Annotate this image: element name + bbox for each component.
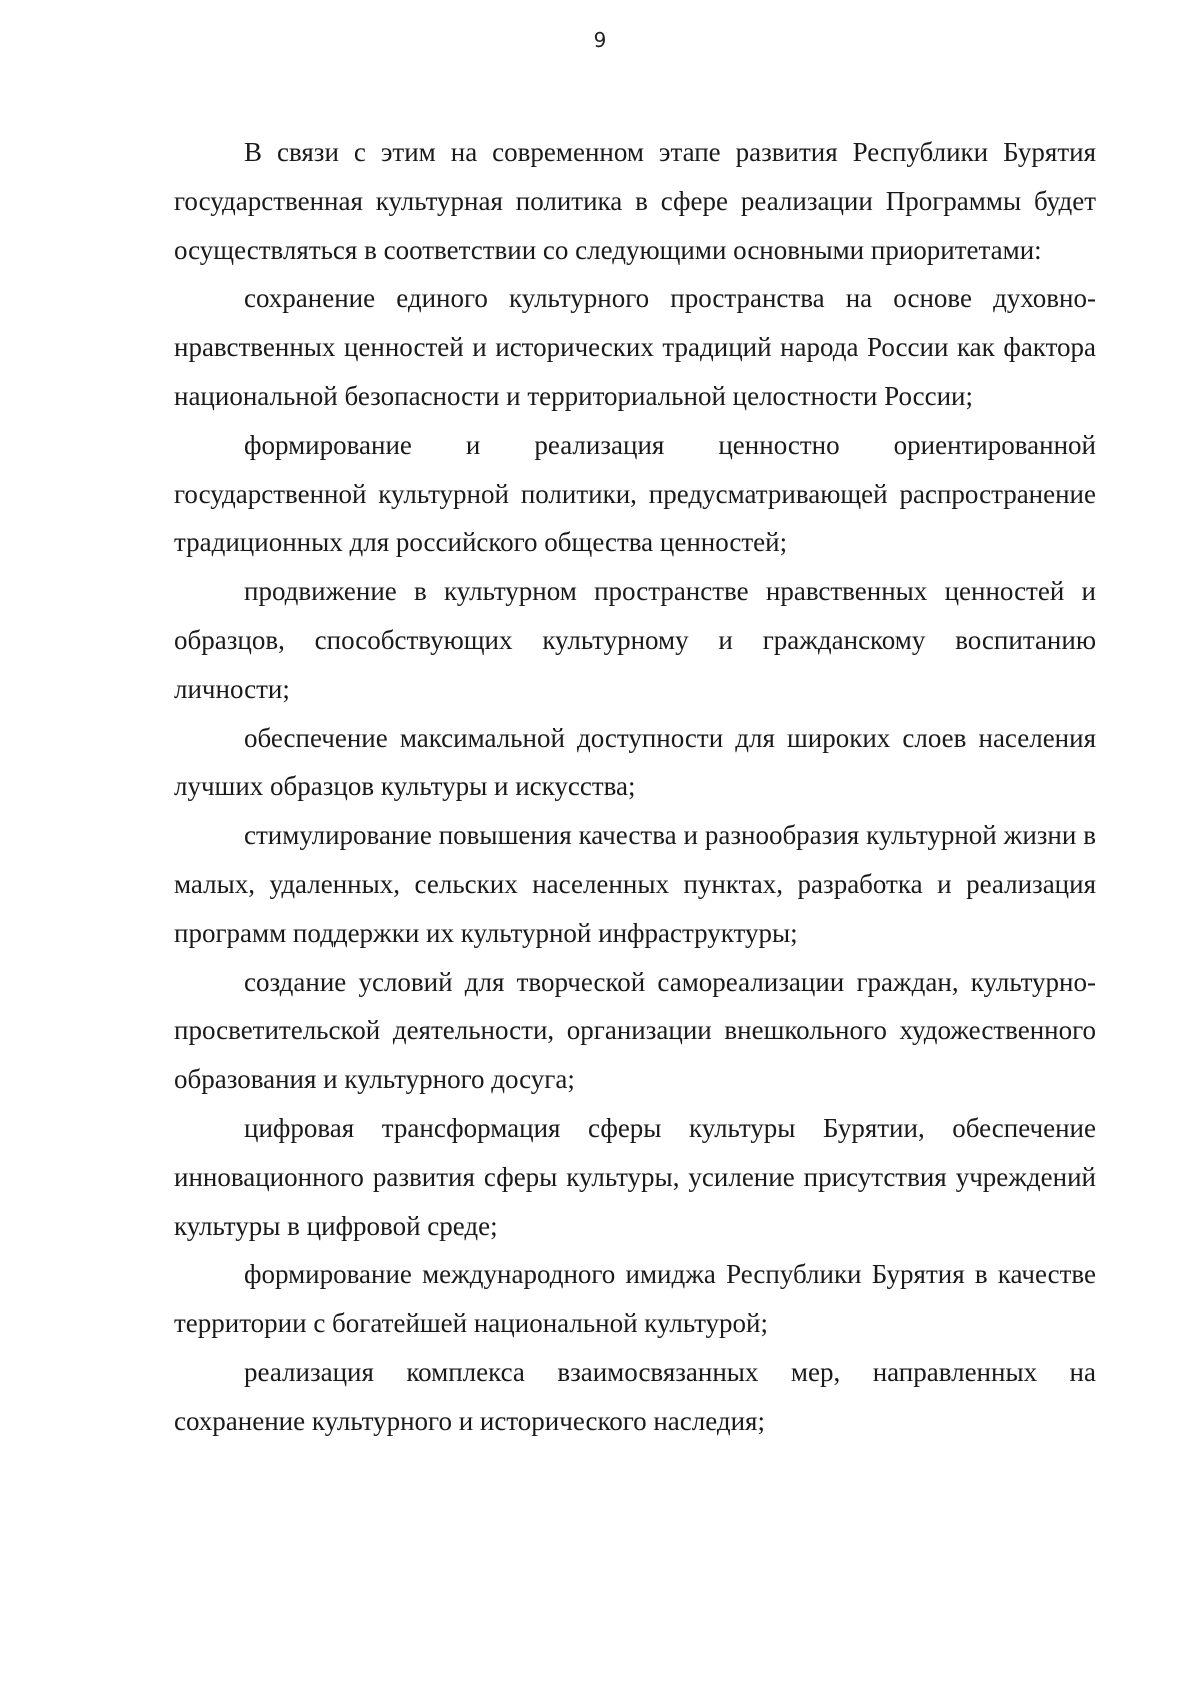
paragraph-priority-moral-values: продвижение в культурном пространстве нравственных ценностей и образцов, способствующих культурному и гражданскому воспитанию личности; [174,576,1096,704]
paragraph-priority-cultural-space: сохранение единого культурного пространства на основе духовно-нравственных ценностей и исторических традиций народа России как фактора национальной безопасности и территориальной целостности России; [174,283,1096,411]
paragraph-priority-value-policy: формирование и реализация ценностно ориентированной государственной культурной политики, предусматривающей распространение традиционных для российского общества ценностей; [174,429,1096,558]
paragraph-priority-accessibility: обеспечение максимальной доступности для широких слоев населения лучших образцов культуры и искусства; [174,722,1096,802]
document-body [174,128,1096,1446]
paragraph-priority-rural-culture: стимулирование повышения качества и разнообразия культурной жизни в малых, удаленных, сельских населенных пунктах, разработка и реализация программ поддержки их культурной инфраструктуры; [174,820,1096,948]
paragraph-priority-heritage: реализация комплекса взаимосвязанных мер, направленных на сохранение культурного и исторического наследия; [174,1356,1096,1436]
page-number: 9 [593,28,607,52]
paragraph-intro: В связи с этим на современном этапе развития Республики Бурятия государственная культурная политика в сфере реализации Программы будет осуществляться в соответствии со следующими основными приоритетами: [174,137,1096,265]
paragraph-priority-creative-conditions: создание условий для творческой самореализации граждан, культурно-просветительской деятельности, организации внешкольного художественного образования и культурного досуга; [174,966,1096,1095]
paragraph-priority-digital-transformation: цифровая трансформация сферы культуры Бурятии, обеспечение инновационного развития сферы культуры, усиление присутствия учреждений культуры в цифровой среде; [174,1112,1096,1241]
paragraph-priority-international-image: формирование международного имиджа Республики Бурятия в качестве территории с богатейшей национальной культурой; [174,1259,1096,1339]
